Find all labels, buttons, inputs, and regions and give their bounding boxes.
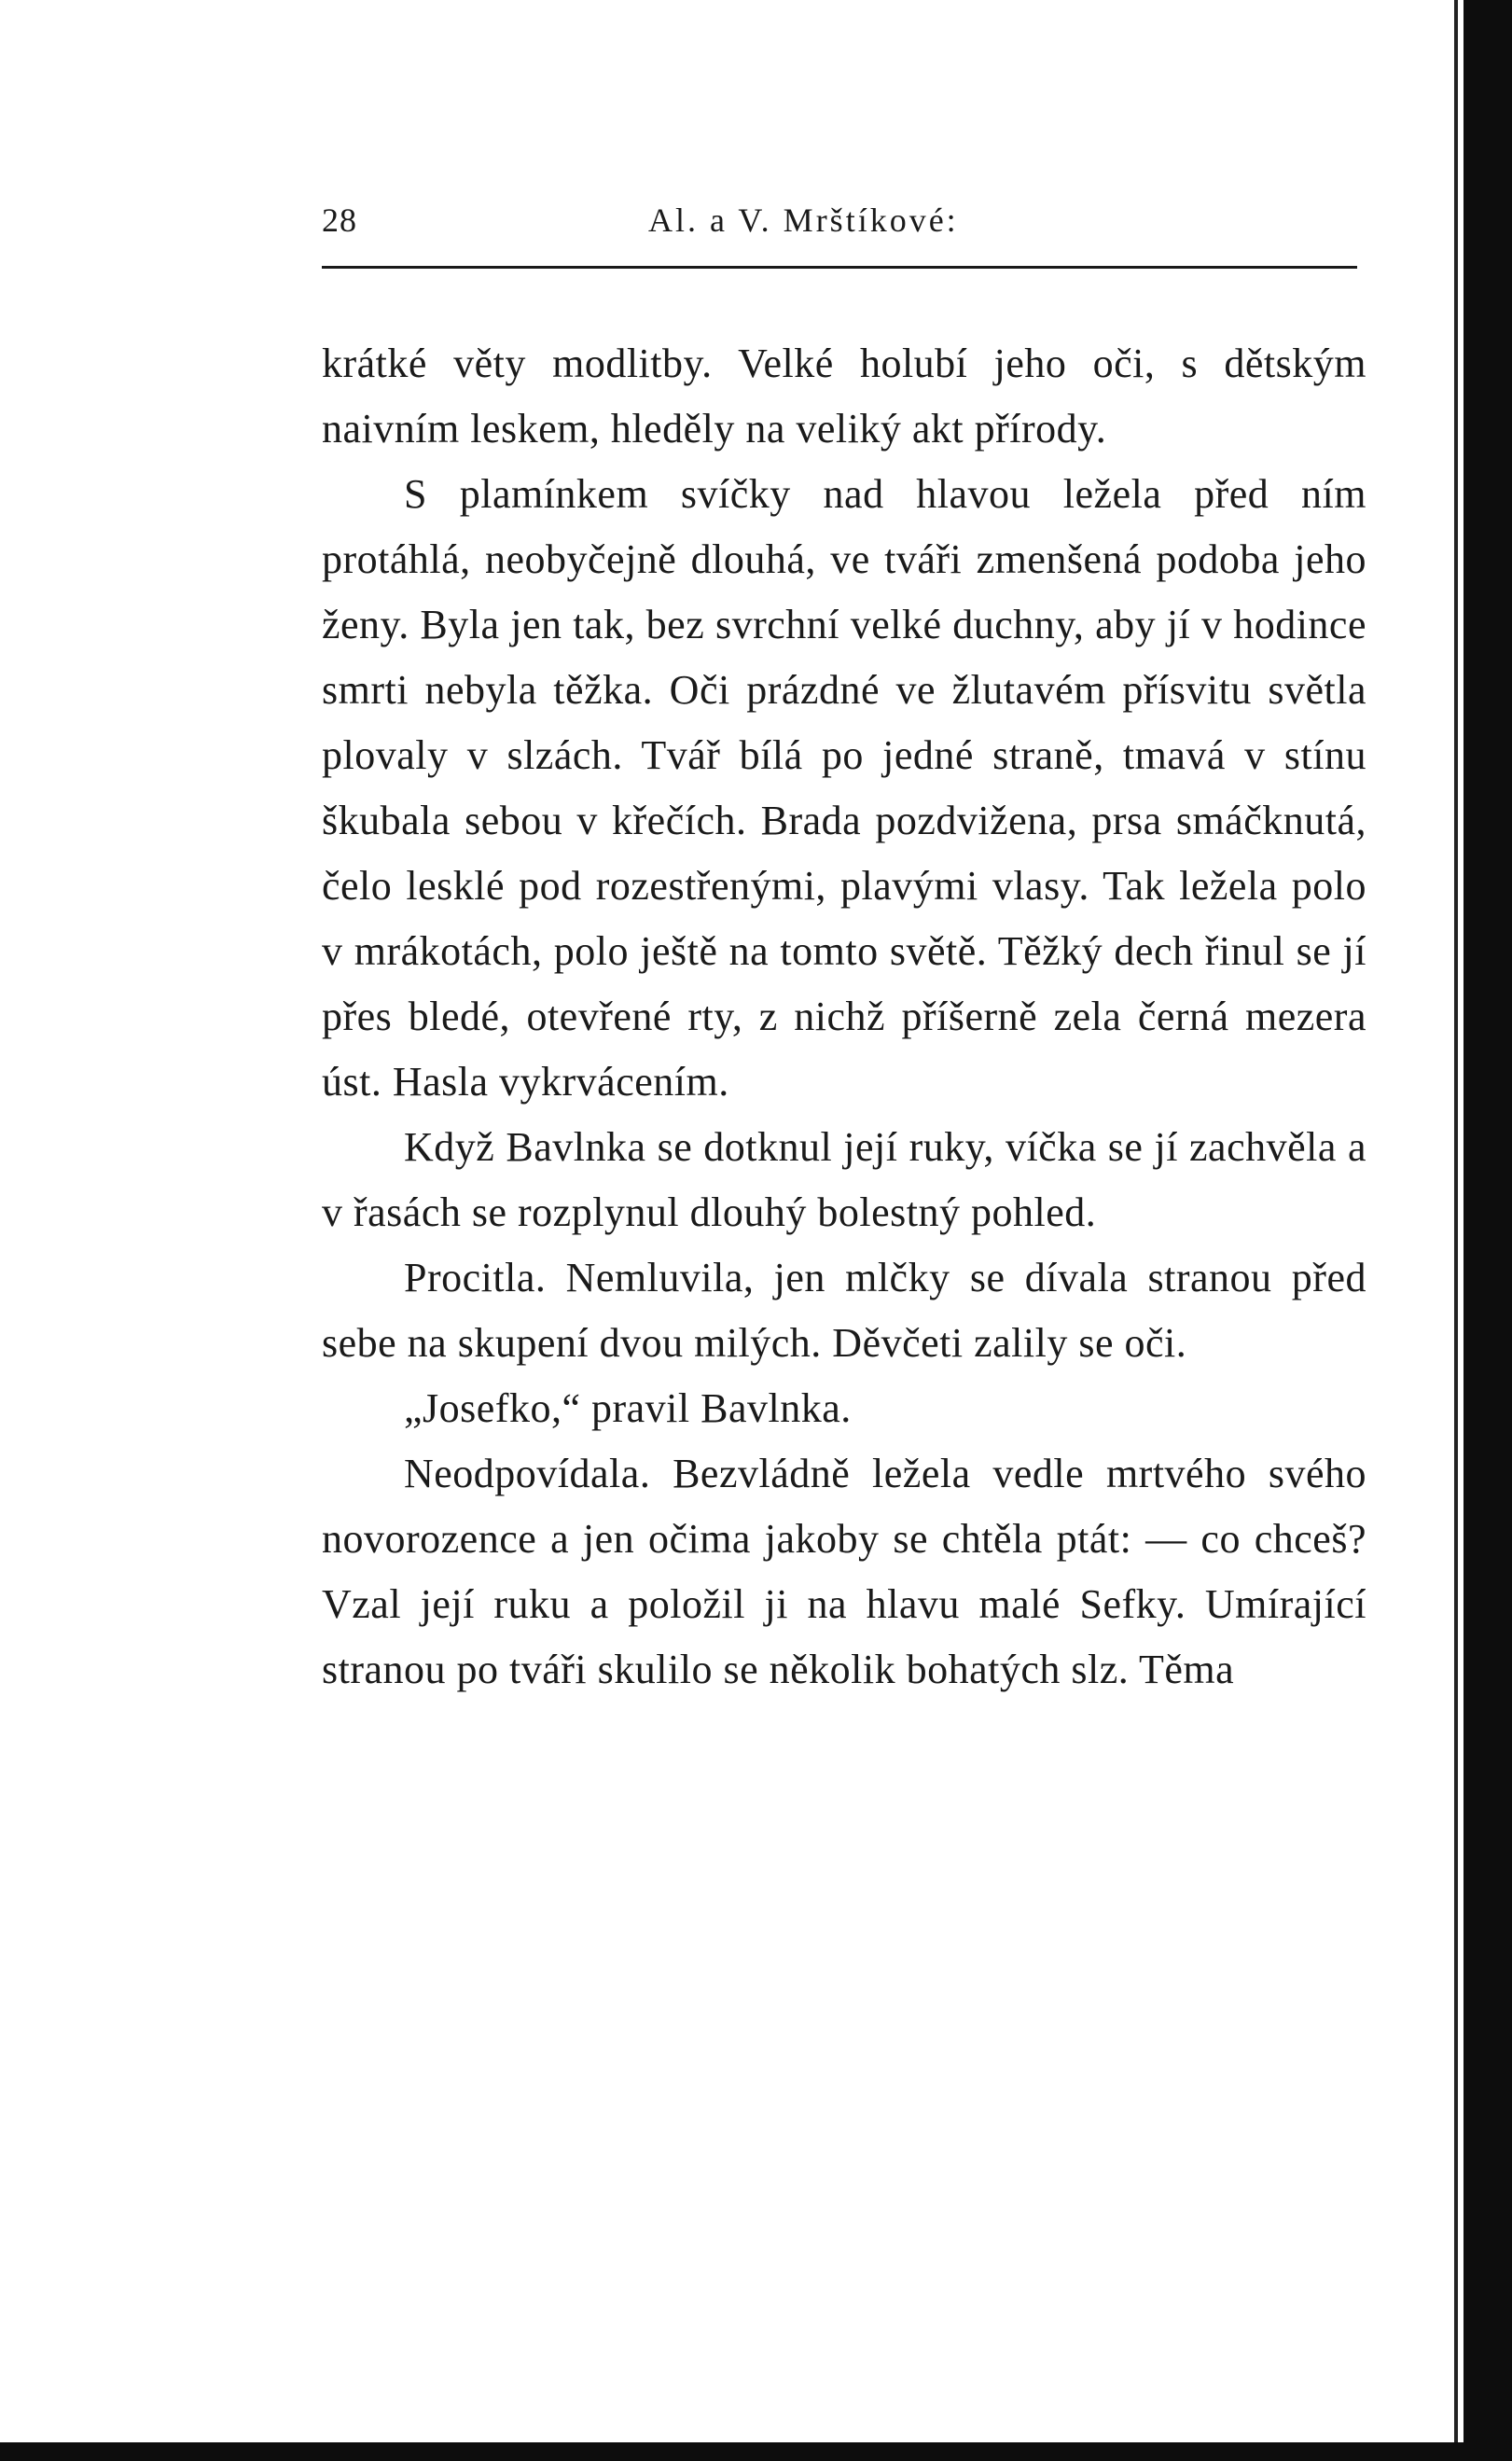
book-page: [322, 191, 1366, 1692]
scan-edge-right: [1463, 0, 1512, 2461]
paragraph-continuation: krátké věty modlitby. Velké holubí jeho oči, s dětským naivním leskem, hleděly na veliký akt přírody.: [322, 341, 1366, 452]
paragraph: Neodpovídala. Bezvládně ležela vedle mrtvého svého novorozence a jen očima jakoby se chtěla ptát: — co chceš? Vzal její ruku a položil ji na hlavu malé Sefky. Umírající stranou po tváři skulilo se několik bohatých slz. Těma: [322, 1451, 1366, 1692]
running-title: Al. a V. Mrštíkové:: [648, 202, 959, 239]
header-rule: [322, 266, 1357, 269]
paragraph: S plamínkem svíčky nad hlavou ležela před ním protáhlá, neobyčejně dlouhá, ve tváři zmenšená podoba jeho ženy. Byla jen tak, bez svrchní velké duchny, aby jí v hodince smrti nebyla těžka. Oči prázdné ve žlutavém přísvitu světla plovaly v slzách. Tvář bílá po jedné straně, tmavá v stínu škubala sebou v křečích. Brada pozdvižena, prsa smáčknutá, čelo lesklé pod rozestřenými, plavými vlasy. Tak ležela polo v mrákotách, polo ještě na tomto světě. Těžký dech řinul se jí přes bledé, otevřené rty, z nichž příšerně zela černá mezera úst. Hasla vykrvácením.: [322, 471, 1366, 1105]
scan-edge-bottom: [0, 2442, 1512, 2461]
body-text: [322, 331, 1366, 1703]
running-head: [322, 191, 1366, 247]
page-number: 28: [322, 202, 357, 239]
paragraph: „Josefko,“ pravil Bavlnka.: [404, 1385, 852, 1431]
paragraph: Když Bavlnka se dotknul její ruky, víčka se jí zachvěla a v řasách se rozplynul dlouhý bolestný pohled.: [322, 1124, 1366, 1235]
paragraph: Procitla. Nemluvila, jen mlčky se dívala stranou před sebe na skupení dvou milých. Děvčeti zalily se oči.: [322, 1255, 1366, 1366]
